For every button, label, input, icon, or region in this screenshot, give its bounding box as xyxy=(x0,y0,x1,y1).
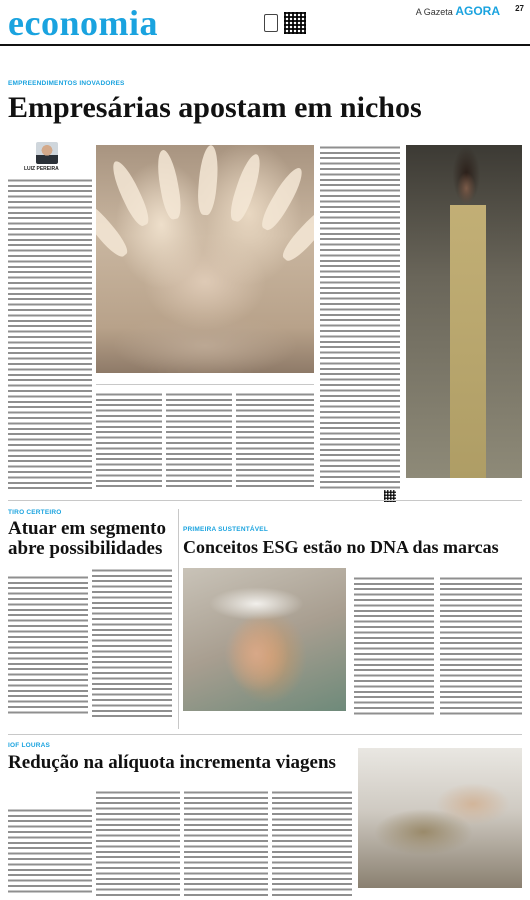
section-divider xyxy=(8,734,522,735)
story4-column-3 xyxy=(184,790,268,896)
brand-accent: AGORA xyxy=(455,4,500,18)
masthead xyxy=(0,0,530,46)
story4-headline: Redução na alíquota incrementa viagens xyxy=(8,752,336,773)
woman-dress-photo xyxy=(406,145,522,478)
brand-logo xyxy=(416,4,500,18)
story2-column-2 xyxy=(92,568,172,718)
main-column-3 xyxy=(166,392,232,490)
main-column-1 xyxy=(8,178,92,490)
author-photo xyxy=(36,142,58,164)
section-title: economia xyxy=(8,3,158,43)
story4-column-2 xyxy=(96,790,180,896)
main-headline: Empresárias apostam em nichos xyxy=(8,91,422,124)
brand-name: A Gazeta xyxy=(415,7,453,17)
caption-rule xyxy=(96,384,314,385)
story3-column-1 xyxy=(354,576,434,716)
section-divider xyxy=(8,500,522,501)
woman-hat-photo xyxy=(183,568,346,711)
column-rule xyxy=(178,509,179,729)
pampas-decor-photo xyxy=(96,145,314,373)
page-number: 27 xyxy=(515,4,524,13)
story4-column-4 xyxy=(272,790,352,896)
money-hand-photo xyxy=(358,748,522,888)
story2-headline: Atuar em segmento abre possibilidades xyxy=(8,518,166,559)
main-column-5 xyxy=(320,145,400,490)
story3-headline: Conceitos ESG estão no DNA das marcas xyxy=(183,537,499,557)
story3-column-2 xyxy=(440,576,522,716)
masthead-promo xyxy=(234,12,344,38)
story2-kicker: TIRO CERTEIRO xyxy=(8,509,62,516)
story4-column-1 xyxy=(8,808,92,896)
main-column-4 xyxy=(236,392,314,490)
qr-code-icon xyxy=(284,12,306,34)
story4-kicker: IOF LOURAS xyxy=(8,742,51,749)
story3-kicker: PRIMEIRA SUSTENTÁVEL xyxy=(183,526,269,533)
story2-column-1 xyxy=(8,575,88,715)
byline: LUIZ PEREIRA xyxy=(24,166,59,172)
main-kicker: EMPREENDIMENTOS INOVADORES xyxy=(8,80,125,87)
main-column-2 xyxy=(96,392,162,490)
phone-icon xyxy=(264,14,278,32)
